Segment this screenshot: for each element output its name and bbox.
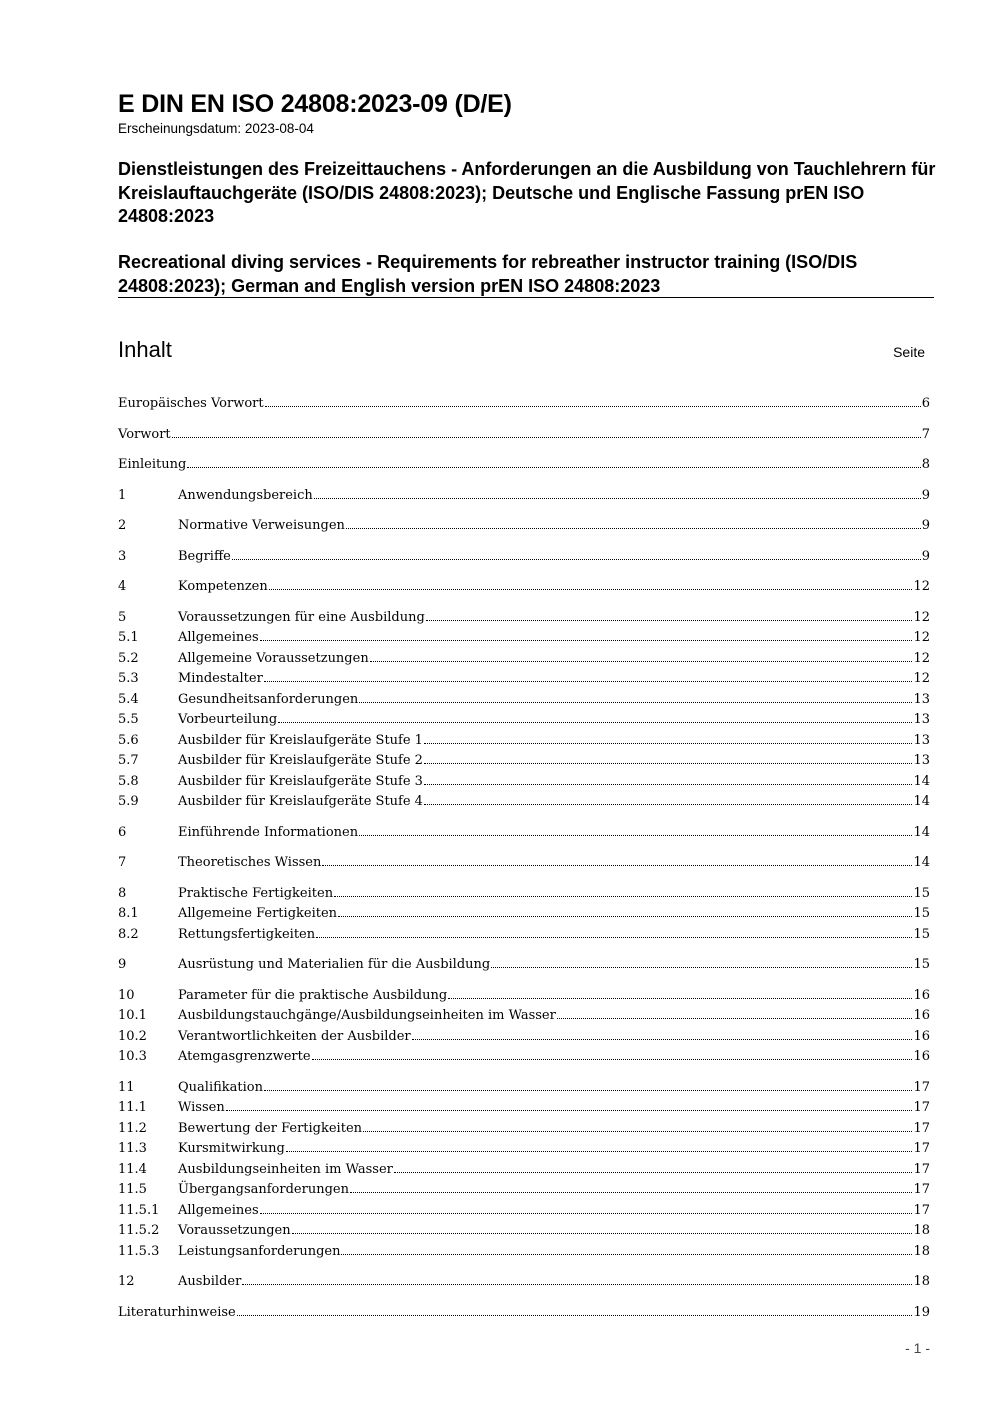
toc-entry-page: 14	[913, 773, 930, 789]
toc-dot-leader	[242, 1284, 912, 1285]
toc-entry-title: Ausbilder für Kreislaufgeräte Stufe 3	[178, 773, 423, 789]
toc-entry-number: 10.1	[118, 1008, 147, 1023]
toc-entry-number: 3	[118, 548, 127, 564]
toc-entry[interactable]	[118, 853, 930, 874]
toc-entry-page: 17	[913, 1202, 930, 1218]
toc-entry-page: 14	[913, 824, 930, 840]
toc-dot-leader	[334, 896, 912, 897]
toc-entry[interactable]	[118, 1201, 930, 1222]
toc-entry-number: 5	[118, 609, 127, 625]
toc-entry-page: 16	[913, 1049, 930, 1064]
toc-dot-leader	[448, 998, 912, 999]
toc-dot-leader	[557, 1018, 913, 1019]
toc-dot-leader	[260, 1213, 913, 1214]
table-of-contents	[118, 394, 930, 1323]
toc-entry-title: Allgemeines	[178, 1202, 259, 1218]
toc-dot-leader	[172, 437, 921, 438]
toc-entry-page: 13	[913, 732, 930, 748]
toc-dot-leader	[491, 967, 912, 968]
toc-heading: Inhalt	[118, 337, 172, 362]
toc-entry-title: Europäisches Vorwort	[118, 396, 264, 411]
toc-entry[interactable]	[118, 455, 930, 476]
toc-entry[interactable]	[118, 690, 930, 711]
toc-dot-leader	[363, 1131, 912, 1132]
toc-entry-page: 17	[913, 1079, 930, 1095]
toc-dot-leader	[286, 1151, 913, 1152]
toc-entry-title: Theoretisches Wissen	[178, 855, 322, 870]
toc-entry-page: 12	[913, 630, 930, 645]
toc-entry-number: 10.3	[118, 1049, 147, 1064]
page-number: - 1 -	[905, 1340, 930, 1356]
toc-entry[interactable]	[118, 547, 930, 568]
toc-dot-leader	[269, 589, 913, 590]
toc-entry-title: Verantwortlichkeiten der Ausbilder	[178, 1028, 411, 1044]
toc-entry-title: Allgemeines	[178, 630, 259, 645]
toc-dot-leader	[394, 1172, 913, 1173]
toc-entry[interactable]	[118, 608, 930, 629]
toc-entry[interactable]	[118, 1303, 930, 1324]
toc-entry-title: Ausbildungstauchgänge/Ausbildungseinheiten im Wasser	[178, 1008, 556, 1023]
toc-dot-leader	[237, 1315, 913, 1316]
toc-entry-title: Einleitung	[118, 457, 187, 472]
toc-entry[interactable]	[118, 577, 930, 598]
toc-dot-leader	[338, 916, 912, 917]
toc-entry-number: 8	[118, 885, 127, 901]
toc-entry-title: Übergangsanforderungen	[178, 1182, 349, 1197]
toc-entry[interactable]	[118, 1006, 930, 1027]
toc-entry-page: 15	[913, 926, 930, 942]
toc-entry-page: 9	[921, 548, 930, 564]
toc-entry-title: Atemgasgrenzwerte	[178, 1049, 311, 1064]
toc-entry-number: 11.2	[118, 1120, 147, 1136]
toc-dot-leader	[312, 1059, 913, 1060]
toc-entry-number: 5.9	[118, 794, 139, 809]
toc-entry[interactable]	[118, 628, 930, 649]
toc-entry-number: 5.5	[118, 712, 139, 727]
toc-entry-number: 1	[118, 487, 127, 503]
toc-entry-page: 14	[913, 794, 930, 809]
toc-dot-leader	[346, 528, 921, 529]
toc-entry-page: 16	[913, 1028, 930, 1044]
toc-entry-title: Einführende Informationen	[178, 824, 359, 840]
toc-entry-page: 17	[913, 1120, 930, 1136]
toc-entry-number: 5.3	[118, 671, 139, 686]
toc-dot-leader	[424, 743, 913, 744]
toc-entry-number: 8.1	[118, 906, 139, 921]
toc-entry-page: 13	[913, 712, 930, 727]
toc-entry-title: Vorwort	[118, 426, 171, 442]
toc-entry-page: 13	[913, 753, 930, 768]
toc-entry-number: 11.5.1	[118, 1202, 160, 1218]
toc-entry-number: 5.1	[118, 630, 139, 645]
toc-entry-title: Leistungsanforderungen	[178, 1243, 341, 1259]
toc-dot-leader	[260, 640, 913, 641]
toc-entry-number: 7	[118, 855, 127, 870]
title-german: Dienstleistungen des Freizeittauchens - Anforderungen an die Ausbildung von Tauchlehrern für Kreislauftauchgeräte (ISO/DIS 24808:2023); Deutsche und Englische Fassung prEN ISO 24808:2023	[118, 159, 936, 226]
toc-entry-title: Kursmitwirkung	[178, 1141, 285, 1156]
toc-entry[interactable]	[118, 1221, 930, 1242]
toc-entry[interactable]	[118, 731, 930, 752]
toc-entry[interactable]	[118, 772, 930, 793]
toc-entry-page: 16	[913, 1008, 930, 1023]
toc-entry[interactable]	[118, 884, 930, 905]
toc-entry-title: Ausbilder für Kreislaufgeräte Stufe 1	[178, 732, 423, 748]
toc-entry-title: Ausbilder für Kreislaufgeräte Stufe 2	[178, 753, 423, 768]
toc-entry-page: 17	[913, 1161, 930, 1177]
toc-entry[interactable]	[118, 823, 930, 844]
toc-entry-page: 12	[913, 579, 930, 594]
toc-entry[interactable]	[118, 792, 930, 813]
toc-entry[interactable]	[118, 516, 930, 537]
toc-entry-number: 2	[118, 518, 127, 533]
toc-entry-page: 17	[913, 1182, 930, 1197]
toc-entry[interactable]	[118, 1242, 930, 1263]
toc-entry-page: 19	[913, 1304, 930, 1320]
toc-entry-number: 6	[118, 824, 127, 840]
toc-entry-title: Mindestalter	[178, 671, 263, 686]
toc-entry[interactable]	[118, 955, 930, 976]
toc-entry-page: 14	[913, 855, 930, 870]
toc-entry-page: 6	[921, 396, 930, 411]
toc-entry-number: 5.7	[118, 753, 139, 768]
toc-entry-number: 12	[118, 1274, 135, 1289]
toc-dot-leader	[187, 467, 920, 468]
toc-entry[interactable]	[118, 1078, 930, 1099]
toc-entry-page: 15	[913, 906, 930, 921]
toc-entry-title: Ausbilder für Kreislaufgeräte Stufe 4	[178, 794, 423, 809]
toc-entry-page: 17	[913, 1141, 930, 1156]
toc-dot-leader	[232, 559, 921, 560]
toc-entry-title: Begriffe	[178, 548, 231, 564]
toc-entry-number: 11.5	[118, 1182, 147, 1197]
toc-entry-number: 11.5.2	[118, 1223, 160, 1238]
toc-entry-number: 11.3	[118, 1141, 147, 1156]
toc-entry-title: Kompetenzen	[178, 579, 268, 594]
toc-entry-number: 11	[118, 1079, 135, 1095]
toc-entry-page: 18	[913, 1243, 930, 1259]
toc-entry-title: Ausbilder	[178, 1274, 242, 1289]
toc-entry-page: 13	[913, 691, 930, 707]
toc-dot-leader	[316, 937, 912, 938]
toc-entry[interactable]	[118, 904, 930, 925]
toc-entry-page: 15	[913, 885, 930, 901]
toc-entry[interactable]	[118, 1098, 930, 1119]
toc-entry-title: Voraussetzungen	[178, 1223, 291, 1238]
toc-entry-number: 10.2	[118, 1028, 147, 1044]
toc-dot-leader	[412, 1039, 913, 1040]
toc-entry-title: Ausrüstung und Materialien für die Ausbildung	[178, 957, 491, 972]
title-divider	[118, 297, 934, 298]
toc-entry-title: Praktische Fertigkeiten	[178, 885, 334, 901]
toc-entry[interactable]	[118, 710, 930, 731]
toc-entry-page: 12	[913, 650, 930, 666]
toc-dot-leader	[292, 1233, 913, 1234]
toc-entry-page: 12	[913, 609, 930, 625]
toc-entry-number: 5.6	[118, 732, 139, 748]
toc-entry-page: 7	[921, 426, 930, 442]
toc-entry[interactable]	[118, 1027, 930, 1048]
toc-entry-title: Rettungsfertigkeiten	[178, 926, 316, 942]
toc-dot-leader	[278, 722, 912, 723]
toc-entry-number: 5.4	[118, 691, 139, 707]
toc-entry-title: Normative Verweisungen	[178, 518, 345, 533]
toc-entry[interactable]	[118, 925, 930, 946]
title-english: Recreational diving services - Requirements for rebreather instructor training (ISO/DIS 24808:2023); German and English version prEN ISO 24808:2023	[118, 252, 858, 296]
toc-entry-title: Parameter für die praktische Ausbildung	[178, 987, 448, 1003]
toc-dot-leader	[265, 406, 921, 407]
toc-entry-title: Gesundheitsanforderungen	[178, 691, 359, 707]
toc-entry-page: 12	[913, 671, 930, 686]
toc-dot-leader	[322, 865, 912, 866]
toc-entry-page: 18	[913, 1274, 930, 1289]
toc-entry-page: 18	[913, 1223, 930, 1238]
toc-dot-leader	[314, 498, 921, 499]
toc-entry[interactable]	[118, 1180, 930, 1201]
toc-entry[interactable]	[118, 1139, 930, 1160]
toc-page-label: Seite	[893, 344, 925, 360]
publication-date: Erscheinungsdatum: 2023-08-04	[118, 121, 314, 136]
toc-entry[interactable]	[118, 1119, 930, 1140]
toc-entry-number: 10	[118, 987, 135, 1003]
toc-entry-title: Literaturhinweise	[118, 1304, 236, 1320]
toc-entry-title: Bewertung der Fertigkeiten	[178, 1120, 363, 1136]
toc-dot-leader	[424, 804, 913, 805]
toc-dot-leader	[341, 1254, 912, 1255]
toc-entry-page: 17	[913, 1100, 930, 1115]
toc-entry[interactable]	[118, 394, 930, 415]
toc-dot-leader	[426, 620, 913, 621]
toc-entry-title: Wissen	[178, 1100, 225, 1115]
toc-dot-leader	[264, 681, 913, 682]
toc-entry-page: 9	[921, 518, 930, 533]
toc-entry-page: 16	[913, 987, 930, 1003]
toc-entry-title: Allgemeine Voraussetzungen	[178, 650, 369, 666]
toc-entry[interactable]	[118, 1160, 930, 1181]
toc-dot-leader	[359, 835, 912, 836]
toc-entry[interactable]	[118, 486, 930, 507]
toc-entry[interactable]	[118, 1272, 930, 1293]
toc-entry-title: Voraussetzungen für eine Ausbildung	[178, 609, 425, 625]
toc-entry-number: 11.1	[118, 1100, 147, 1115]
toc-entry-number: 11.5.3	[118, 1243, 160, 1259]
toc-entry-page: 15	[913, 957, 930, 972]
toc-dot-leader	[264, 1090, 912, 1091]
toc-entry-number: 5.2	[118, 650, 139, 666]
toc-entry[interactable]	[118, 1047, 930, 1068]
toc-entry-page: 8	[921, 457, 930, 472]
toc-entry-title: Anwendungsbereich	[178, 487, 313, 503]
toc-entry-number: 5.8	[118, 773, 139, 789]
toc-dot-leader	[350, 1192, 912, 1193]
toc-entry-title: Allgemeine Fertigkeiten	[178, 906, 338, 921]
toc-entry-number: 9	[118, 957, 127, 972]
toc-entry-title: Vorbeurteilung	[178, 712, 278, 727]
toc-entry[interactable]	[118, 669, 930, 690]
document-id: E DIN EN ISO 24808:2023-09 (D/E)	[118, 90, 512, 118]
toc-dot-leader	[370, 661, 913, 662]
toc-entry[interactable]	[118, 986, 930, 1007]
toc-dot-leader	[424, 784, 913, 785]
toc-dot-leader	[424, 763, 913, 764]
toc-entry-number: 11.4	[118, 1161, 147, 1177]
toc-entry[interactable]	[118, 425, 930, 446]
toc-entry-title: Ausbildungseinheiten im Wasser	[178, 1161, 393, 1177]
toc-entry-page: 9	[921, 487, 930, 503]
toc-dot-leader	[226, 1110, 913, 1111]
toc-entry[interactable]	[118, 751, 930, 772]
toc-entry-title: Qualifikation	[178, 1079, 263, 1095]
toc-entry[interactable]	[118, 649, 930, 670]
toc-entry-number: 4	[118, 579, 127, 594]
toc-dot-leader	[359, 702, 912, 703]
toc-entry-number: 8.2	[118, 926, 139, 942]
